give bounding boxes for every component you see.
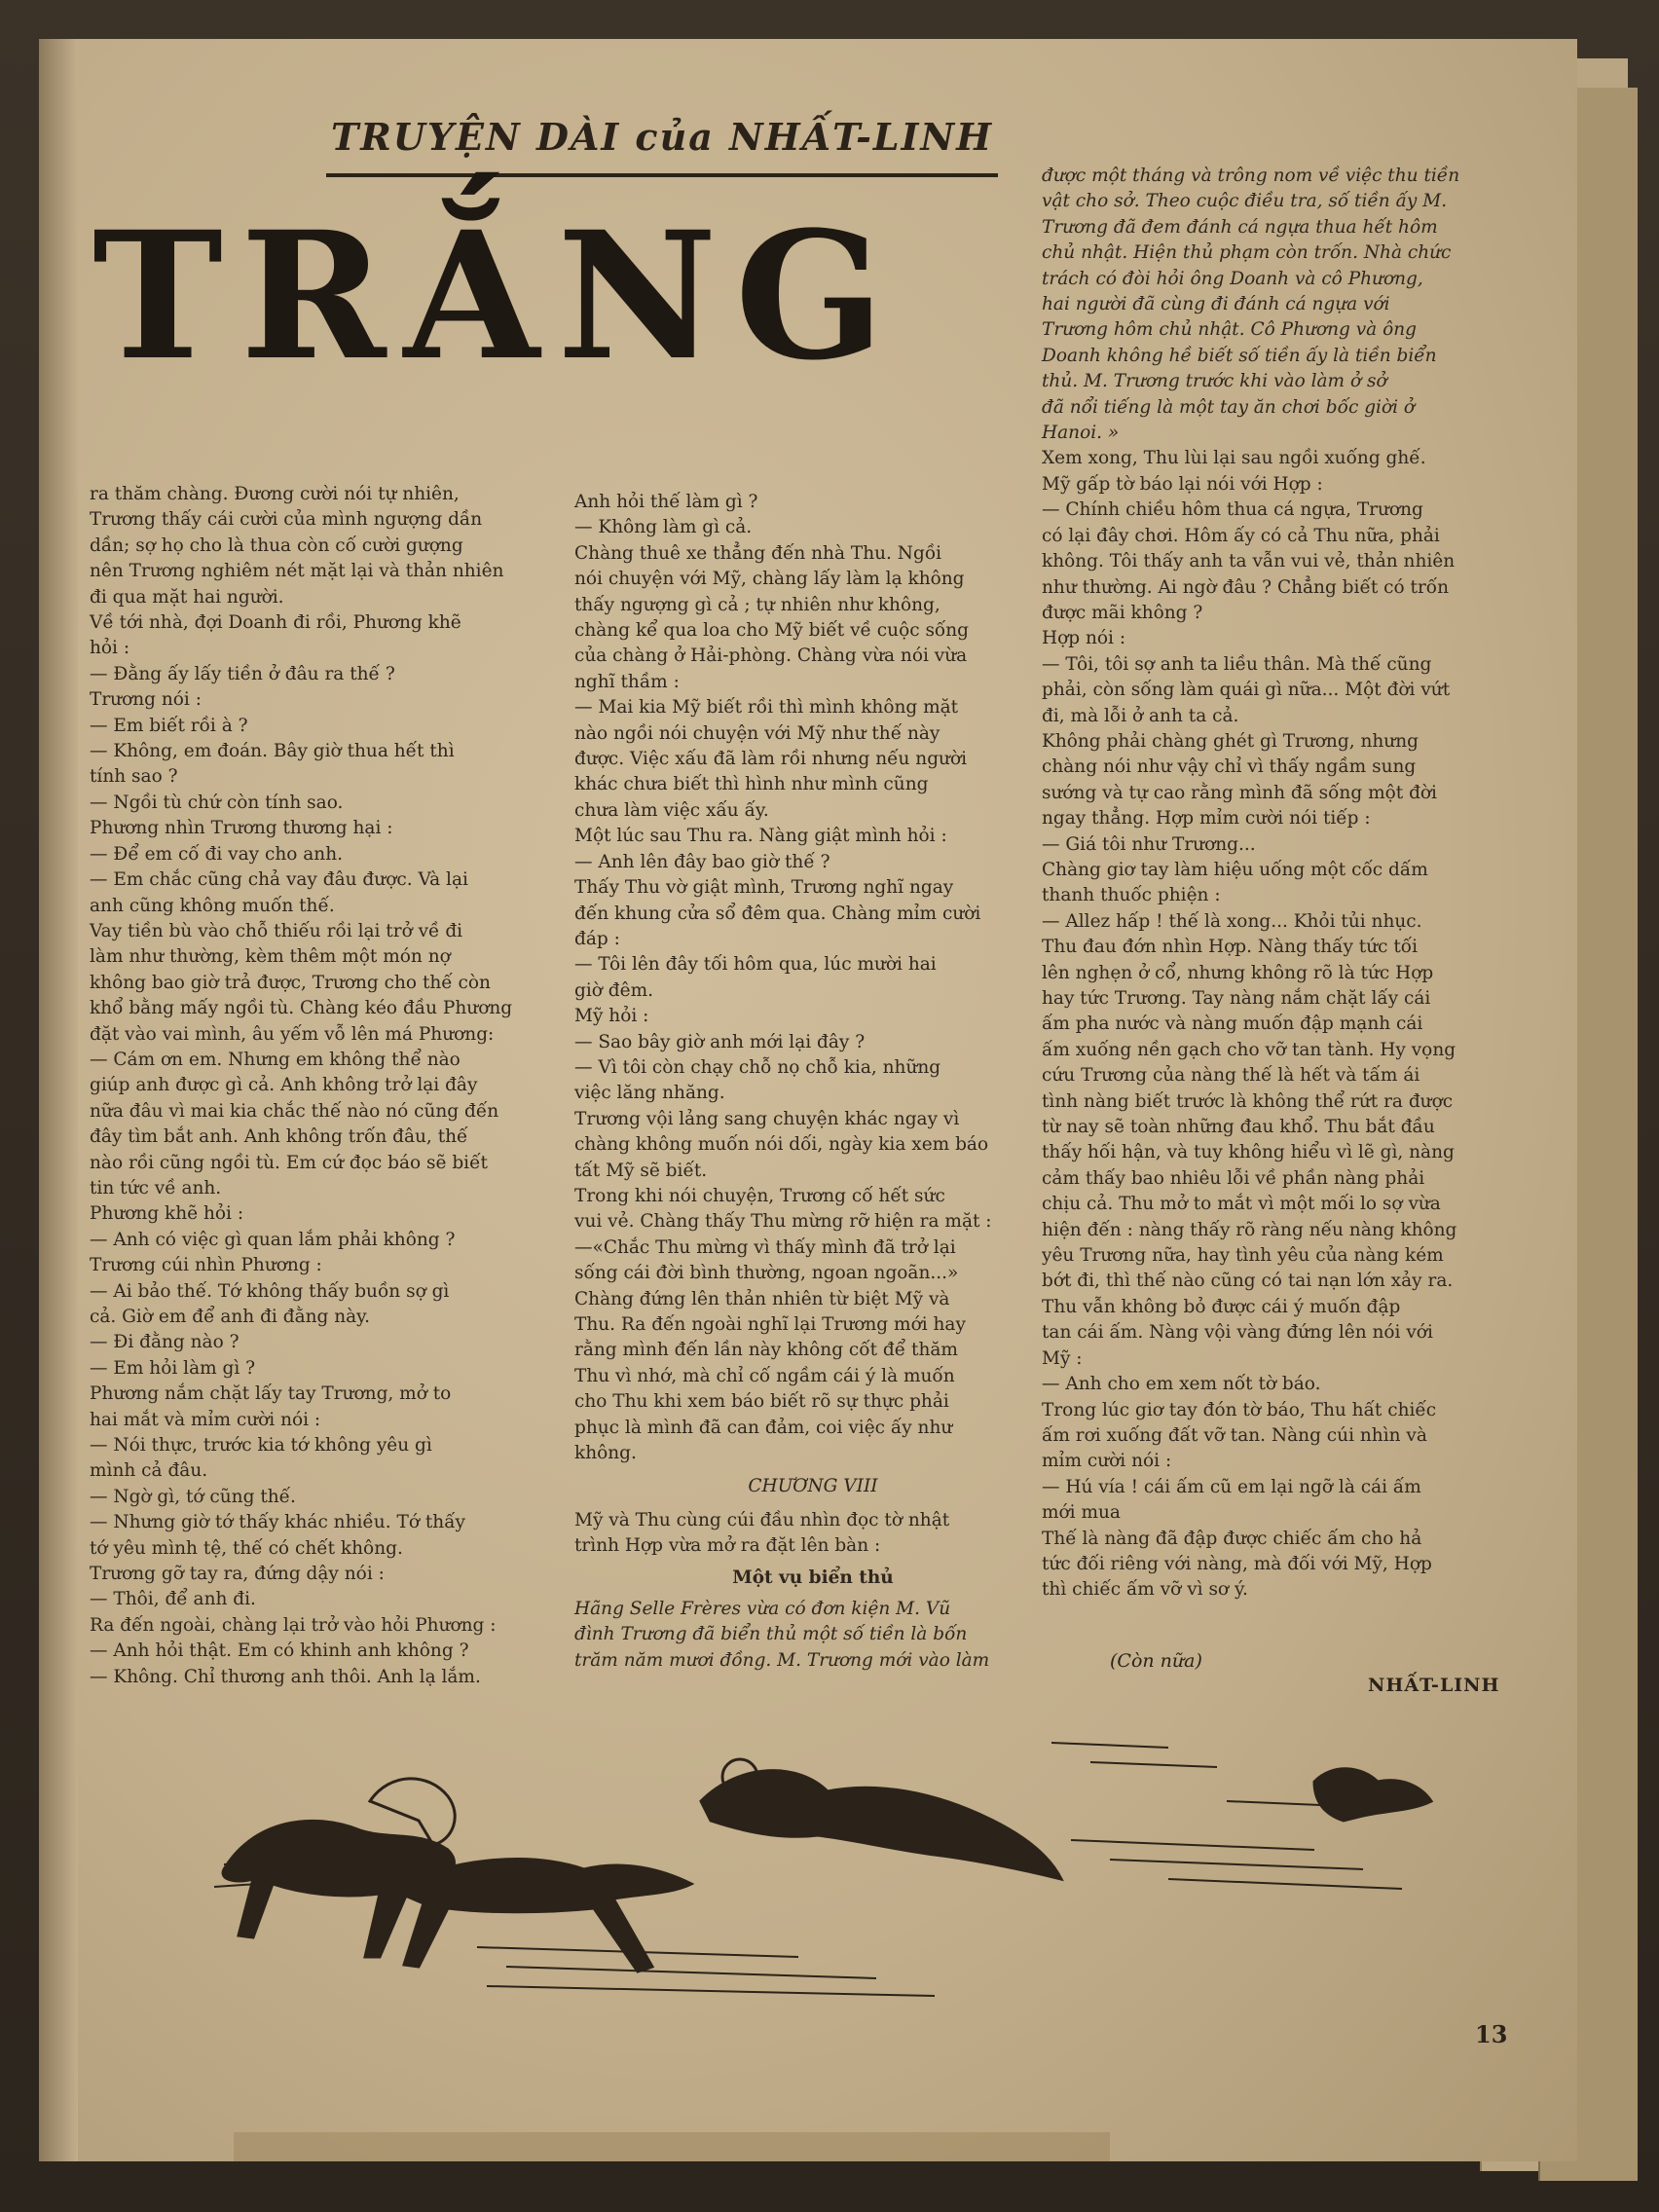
text-line: Trương hôm chủ nhật. Cô Phương và ông (1042, 319, 1417, 341)
text-line: Không phải chàng ghét gì Trương, nhưng (1042, 730, 1419, 752)
text-line: hai mắt và mỉm cười nói : (90, 1409, 321, 1430)
text-line: nghĩ thầm : (574, 671, 680, 692)
text-line: cả. Giờ em để anh đi đằng này. (90, 1307, 371, 1327)
text-line: — Nhưng giờ tớ thấy khác nhiều. Tớ thấy (90, 1512, 465, 1533)
horse-racing-illustration (195, 1723, 1519, 2054)
text-line: — Nói thực, trước kia tớ không yêu gì (90, 1435, 432, 1456)
text-line: vui vẻ. Chàng thấy Thu mừng rỡ hiện ra mặt : (574, 1211, 992, 1233)
text-line: được một tháng và trông nom về việc thu tiền (1042, 166, 1460, 186)
text-line: — Em hỏi làm gì ? (90, 1357, 256, 1379)
text-line: Hợp nói : (1042, 628, 1126, 649)
text-line: Phương nắm chặt lấy tay Trương, mở to (90, 1383, 452, 1405)
text-line: ấm pha nước và nàng muốn đập mạnh cái (1042, 1014, 1423, 1035)
text-line: ấm xuống nền gạch cho vỡ tan tành. Hy vọng (1042, 1039, 1456, 1060)
text-line: Chàng giơ tay làm hiệu uống một cốc dấm (1042, 859, 1428, 880)
text-line: — Anh có việc gì quan lắm phải không ? (90, 1229, 456, 1250)
text-line: — Đằng ấy lấy tiền ở đâu ra thế ? (90, 663, 395, 684)
text-line: Về tới nhà, đợi Doanh đi rồi, Phương khẽ (90, 612, 461, 634)
text-line: Phương khẽ hỏi : (90, 1203, 244, 1225)
text-line: Mỹ hỏi : (574, 1006, 649, 1027)
torn-edge (234, 2132, 1110, 2161)
text-line: chàng nói như vậy chỉ vì thấy ngầm sung (1042, 756, 1417, 778)
text-line: Trương đã đem đánh cá ngựa thua hết hôm (1042, 216, 1438, 238)
text-line: đã nổi tiếng là một tay ăn chơi bốc giời ở (1042, 396, 1416, 418)
text-line: Một lúc sau Thu ra. Nàng giật mình hỏi : (574, 826, 947, 847)
text-line: — Cám ơn em. Nhưng em không thể nào (90, 1049, 461, 1070)
text-line: đây tìm bắt anh. Anh không trốn đâu, thế (90, 1126, 468, 1148)
text-line: được. Việc xấu đã làm rồi nhưng nếu người (574, 749, 968, 770)
text-line: tớ yêu mình tệ, thế có chết không. (90, 1537, 403, 1559)
text-line: khổ bằng mấy ngồi tù. Chàng kéo đầu Phương (90, 998, 513, 1019)
magazine-page (39, 39, 1577, 2161)
text-line: nào ngồi nói chuyện với Mỹ như thế này (574, 722, 940, 744)
text-line: hay tức Trương. Tay nàng nắm chặt lấy cái (1042, 988, 1431, 1009)
text-line: tin tức về anh. (90, 1177, 222, 1198)
text-line: chưa làm việc xấu ấy. (574, 799, 769, 821)
text-line: mới mua (1042, 1502, 1121, 1524)
text-line: — Em chắc cũng chả vay đâu được. Và lại (90, 869, 468, 891)
text-line: Thế là nàng đã đập được chiếc ấm cho hả (1042, 1528, 1422, 1549)
text-line: giờ đêm. (574, 979, 653, 1001)
text-line: hỏi : (90, 638, 130, 659)
text-line: thủ. M. Trương trước khi vào làm ở sở (1042, 371, 1387, 392)
text-line: sướng và tự cao rằng mình đã sống một đời (1042, 782, 1437, 803)
text-line: tan cái ấm. Nàng vội vàng đứng lên nói với (1042, 1322, 1433, 1344)
text-line: Trương gỡ tay ra, đứng dậy nói : (90, 1564, 385, 1585)
text-line: Thu. Ra đến ngoài nghĩ lại Trương mới hay (574, 1314, 966, 1335)
text-line: Vay tiền bù vào chỗ thiếu rồi lại trở về đi (90, 920, 463, 941)
text-line: — Tôi lên đây tối hôm qua, lúc mười hai (574, 954, 937, 976)
text-line: Xem xong, Thu lùi lại sau ngồi xuống ghế. (1042, 448, 1426, 469)
text-line: — Không làm gì cả. (574, 517, 753, 538)
text-line: giúp anh được gì cả. Anh không trở lại đây (90, 1075, 478, 1096)
text-line: Thu đau đớn nhìn Hợp. Nàng thấy tức tối (1042, 937, 1419, 958)
text-line: — Ngồi tù chứ còn tính sao. (90, 792, 344, 813)
text-line: — Em biết rồi à ? (90, 715, 248, 736)
text-line: — Giá tôi như Trương... (1042, 833, 1256, 855)
text-line: đi qua mặt hai người. (90, 586, 284, 608)
text-line: đáp : (574, 928, 620, 949)
text-line: chàng không muốn nói dối, ngày kia xem báo (574, 1134, 989, 1156)
text-line: phải, còn sống làm quái gì nữa... Một đời vứt (1042, 680, 1451, 701)
text-line: — Đi đằng nào ? (90, 1332, 240, 1353)
text-line: Ra đến ngoài, chàng lại trở vào hỏi Phương : (90, 1614, 497, 1636)
text-line: làm như thường, kèm thêm một món nợ (90, 946, 451, 968)
text-line: không bao giờ trả được, Trương cho thế còn (90, 972, 491, 993)
text-line: vật cho sở. Theo cuộc điều tra, số tiền ấy M. (1042, 191, 1448, 212)
text-line: — Anh lên đây bao giờ thế ? (574, 851, 830, 872)
text-line: — Mai kia Mỹ biết rồi thì mình không mặt (574, 697, 959, 719)
text-line: từ nay sẽ toàn những đau khổ. Thu bắt đầu (1042, 1117, 1435, 1138)
text-line: Thu vẫn không bỏ được cái ý muốn đập (1042, 1296, 1401, 1317)
text-line: Mỹ gấp tờ báo lại nói với Hợp : (1042, 473, 1323, 495)
page-number: 13 (1475, 2020, 1508, 2048)
text-line: tất Mỹ sẽ biết. (574, 1160, 708, 1181)
text-line: thì chiếc ấm vỡ vì sơ ý. (1042, 1579, 1248, 1601)
news-headline: Một vụ biển thủ (732, 1567, 894, 1588)
text-line: Mỹ và Thu cùng cúi đầu nhìn đọc tờ nhật (574, 1509, 950, 1530)
text-line: trách có đòi hỏi ông Doanh và cô Phương, (1042, 268, 1423, 289)
text-line: tình nàng biết trước là không thể rứt ra được (1042, 1090, 1454, 1112)
text-line: phục là mình đã can đảm, coi việc ấy như (574, 1417, 953, 1438)
text-line: Chàng đứng lên thản nhiên từ biệt Mỹ và (574, 1288, 950, 1309)
text-line: Thu vì nhớ, mà chỉ cố ngầm cái ý là muốn (574, 1365, 955, 1386)
text-line: —«Chắc Thu mừng vì thấy mình đã trở lại (574, 1236, 956, 1258)
text-line: sống cái đời bình thường, ngoan ngoãn...» (574, 1263, 959, 1284)
text-line: Anh hỏi thế làm gì ? (574, 492, 758, 512)
text-line: yêu Trương nữa, hay tình yêu của nàng kém (1042, 1245, 1444, 1267)
text-column-2 (574, 490, 1051, 1674)
text-line: nói chuyện với Mỹ, chàng lấy làm lạ không (574, 569, 965, 590)
text-line: Thấy Thu vờ giật mình, Trương nghĩ ngay (574, 877, 954, 899)
text-line: đình Trương đã biển thủ một số tiền là bốn (574, 1624, 968, 1645)
text-column-1 (90, 482, 567, 1690)
text-line: thấy ngượng gì cả ; tự nhiên như không, (574, 594, 940, 615)
text-line: tức đối riêng với nàng, mà đối với Mỹ, Hợp (1042, 1553, 1432, 1574)
text-line: chàng kể qua loa cho Mỹ biết về cuộc sống (574, 620, 970, 642)
text-line: — Sao bây giờ anh mới lại đây ? (574, 1031, 866, 1052)
text-line: chủ nhật. Hiện thủ phạm còn trốn. Nhà chức (1042, 242, 1452, 264)
text-line: lên nghẹn ở cổ, nhưng không rõ là tức Hợp (1042, 962, 1434, 983)
text-line: — Thôi, để anh đi. (90, 1589, 256, 1610)
text-line: — Để em cố đi vay cho anh. (90, 843, 343, 865)
text-line: khác chưa biết thì hình như mình cũng (574, 774, 929, 795)
text-line: cho Thu khi xem báo biết rõ sự thực phải (574, 1391, 949, 1413)
text-line: Doanh không hề biết số tiền ấy là tiền biển (1042, 345, 1437, 366)
text-line: Trong lúc giơ tay đón tờ báo, Thu hất chiếc (1042, 1399, 1437, 1420)
text-line: mình cả đâu. (90, 1460, 208, 1482)
series-label: TRUYỆN DÀI của NHẤT-LINH (326, 115, 998, 177)
text-line: Hanoi. » (1042, 423, 1120, 444)
text-line: thấy hối hận, và tuy không hiểu vì lẽ gì, nàng (1042, 1142, 1455, 1163)
text-line: Trương thấy cái cười của mình ngượng dần (90, 509, 483, 531)
text-line: cứu Trương của nàng thế là hết và tấm ái (1042, 1065, 1420, 1087)
text-line: được mãi không ? (1042, 602, 1203, 623)
text-line: hai người đã cùng đi đánh cá ngựa với (1042, 294, 1390, 315)
text-line: đến khung cửa sổ đêm qua. Chàng mỉm cười (574, 903, 981, 924)
text-line: rằng mình đến lần này không cốt để thăm (574, 1340, 958, 1361)
text-line: có lại đây chơi. Hôm ấy có cả Thu nữa, phải (1042, 525, 1440, 546)
text-line: mỉm cười nói : (1042, 1451, 1172, 1472)
text-line: Hãng Selle Frères vừa có đơn kiện M. Vũ (574, 1599, 951, 1620)
text-line: đi, mà lỗi ở anh ta cả. (1042, 705, 1239, 726)
text-line: việc lăng nhăng. (574, 1083, 725, 1104)
author-signature: NHẤT-LINH (1368, 1675, 1500, 1696)
text-line: hiện đến : nàng thấy rõ ràng nếu nàng không (1042, 1219, 1457, 1240)
text-line: — Vì tôi còn chạy chỗ nọ chỗ kia, những (574, 1056, 941, 1078)
text-line: dần; sợ họ cho là thua còn cố cười gượng (90, 535, 463, 556)
text-line: — Allez hấp ! thế là xong... Khỏi tủi nhục. (1042, 910, 1422, 932)
text-line: Mỹ : (1042, 1347, 1083, 1369)
text-line: không. Tôi thấy anh ta vẫn vui vẻ, thản nhiên (1042, 551, 1456, 572)
text-line: Trương cúi nhìn Phương : (90, 1255, 322, 1276)
text-line: đặt vào vai mình, âu yếm vỗ lên má Phương: (90, 1023, 495, 1045)
text-line: nào rồi cũng ngồi tù. Em cứ đọc báo sẽ biết (90, 1152, 488, 1173)
text-line: — Anh cho em xem nốt tờ báo. (1042, 1374, 1321, 1395)
text-line: thanh thuốc phiện : (1042, 885, 1221, 906)
text-line: — Chính chiều hôm thua cá ngựa, Trương (1042, 499, 1423, 521)
text-line: ra thăm chàng. Đương cười nói tự nhiên, (90, 484, 460, 504)
text-line: nên Trương nghiêm nét mặt lại và thản nhiên (90, 561, 504, 582)
text-line: không. (574, 1443, 637, 1464)
text-line: chịu cả. Thu mở to mắt vì một mối lo sợ vừa (1042, 1194, 1441, 1215)
text-column-3 (1042, 164, 1514, 1604)
text-line: của chàng ở Hải-phòng. Chàng vừa nói vừa (574, 645, 968, 667)
text-line: Phương nhìn Trương thương hại : (90, 818, 393, 839)
text-line: Chàng thuê xe thẳng đến nhà Thu. Ngồi (574, 542, 942, 564)
text-line: trăm năm mươi đồng. M. Trương mới vào làm (574, 1649, 990, 1671)
text-line: ngay thẳng. Hợp mỉm cười nói tiếp : (1042, 808, 1371, 830)
text-line: ấm rơi xuống đất vỡ tan. Nàng cúi nhìn và (1042, 1424, 1427, 1446)
text-line: — Ngờ gì, tớ cũng thế. (90, 1486, 296, 1507)
chapter-title: CHƯƠNG VIII (748, 1476, 878, 1497)
text-line: anh cũng không muốn thế. (90, 895, 335, 916)
text-line: tính sao ? (90, 766, 178, 788)
text-line: nữa đâu vì mai kia chắc thế nào nó cũng đến (90, 1100, 499, 1122)
page-spine (39, 39, 78, 2161)
text-line: cảm thấy bao nhiêu lỗi về phần nàng phải (1042, 1167, 1425, 1189)
story-title: TRẮNG (92, 194, 903, 399)
text-line: như thường. Ai ngờ đâu ? Chẳng biết có trốn (1042, 576, 1450, 598)
text-line: — Không. Chỉ thương anh thôi. Anh lạ lắm. (90, 1666, 481, 1687)
text-line: — Anh hỏi thật. Em có khinh anh không ? (90, 1641, 469, 1662)
to-be-continued: (Còn nữa) (1110, 1650, 1202, 1672)
text-line: — Ai bảo thế. Tớ không thấy buồn sợ gì (90, 1280, 450, 1302)
text-line: — Hú vía ! cái ấm cũ em lại ngỡ là cái ấm (1042, 1476, 1421, 1497)
text-line: Trương vội lảng sang chuyện khác ngay vì (574, 1108, 960, 1129)
text-line: Trương nói : (90, 689, 202, 711)
text-line: Trong khi nói chuyện, Trương cố hết sức (574, 1185, 945, 1206)
text-line: trình Hợp vừa mở ra đặt lên bàn : (574, 1535, 881, 1557)
text-line: — Không, em đoán. Bây giờ thua hết thì (90, 741, 455, 762)
text-line: bớt đi, thì thế nào cũng có tai nạn lớn xảy ra. (1042, 1271, 1454, 1292)
text-line: — Tôi, tôi sợ anh ta liều thân. Mà thế cũng (1042, 653, 1432, 675)
